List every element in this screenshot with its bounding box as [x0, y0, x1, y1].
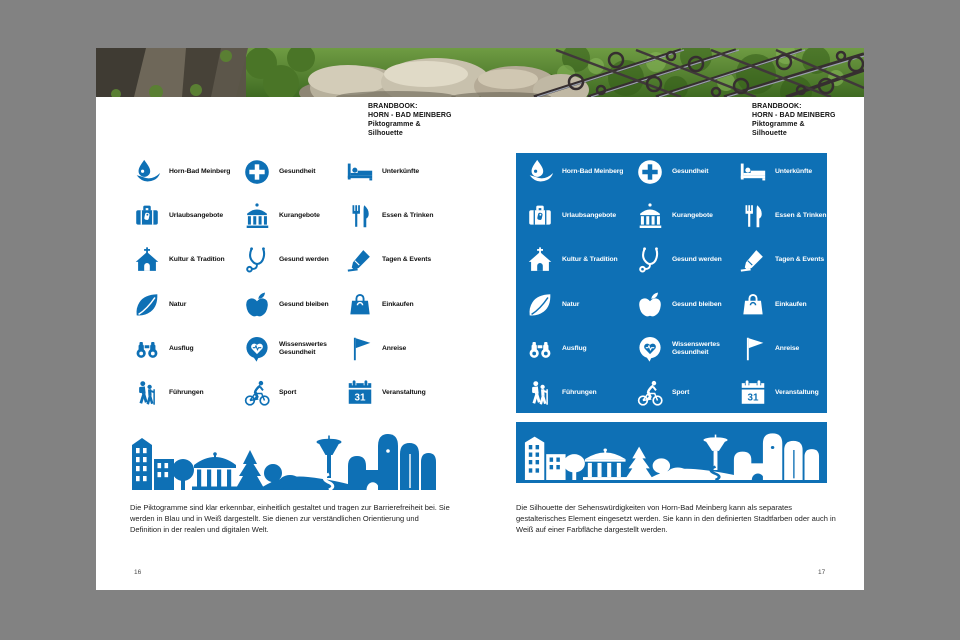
shopping-bag-icon [345, 290, 375, 320]
pictogram-leaf [525, 290, 635, 320]
pictogram-label: Gesund werden [672, 256, 722, 264]
pictogram-grid-blue-on-white [132, 150, 443, 415]
pictogram-shopping-bag [345, 290, 443, 320]
church-icon [525, 245, 555, 275]
pictogram-label: Unterkünfte [382, 168, 420, 176]
bed-icon [738, 157, 768, 187]
leaf-icon [132, 290, 162, 320]
pictogram-label: Sport [672, 389, 690, 397]
pictogram-cyclist [242, 378, 345, 408]
pictogram-hikers [132, 378, 242, 408]
pictogram-label: Einkaufen [382, 300, 414, 308]
pictogram-stethoscope [242, 245, 345, 275]
pictogram-apple [635, 290, 738, 320]
header-line: Silhouette [752, 130, 787, 137]
pictogram-label: Einkaufen [775, 300, 807, 308]
pictogram-label: Horn-Bad Meinberg [169, 168, 231, 176]
health-plus-icon [242, 157, 272, 187]
header-line: HORN - BAD MEINBERG [752, 112, 836, 119]
bed-icon [345, 157, 375, 187]
leaf-icon [525, 290, 555, 320]
pictogram-flag [738, 334, 836, 364]
shopping-bag-icon [738, 290, 768, 320]
pictogram-drop-leaf [525, 157, 635, 187]
town-silhouette-white [523, 425, 820, 480]
pictogram-heart-bubble [635, 334, 738, 364]
header-photo [96, 48, 864, 97]
pictogram-shopping-bag [738, 290, 836, 320]
apple-icon [635, 290, 665, 320]
kurhaus-dome-icon [635, 201, 665, 231]
pictogram-marker-pen [345, 245, 443, 275]
pictogram-label: Wissenswertes Gesundheit [279, 340, 327, 356]
header-line: BRANDBOOK: [752, 103, 802, 110]
caption-left: Die Piktogramme sind klar erkennbar, einheitlich gestaltet und tragen zur Barrierefreiheit bei. Sie werden in Blau und in Weiß dargestellt. Sie dienen zur verständlichen Orientierung und Definition in der realen und digitalen Welt. [130, 503, 450, 534]
pictogram-label: Anreise [775, 344, 800, 352]
pictogram-label: Natur [562, 300, 580, 308]
pictogram-health-plus [635, 157, 738, 187]
pictogram-label: Gesund bleiben [279, 300, 329, 308]
pictogram-label: Gesund bleiben [672, 300, 722, 308]
calendar-icon [345, 378, 375, 408]
church-icon [132, 245, 162, 275]
pictogram-bed [738, 157, 836, 187]
pictogram-suitcase [525, 201, 635, 231]
pictogram-label: Sport [279, 389, 297, 397]
pictogram-grid-white-on-blue [525, 150, 836, 415]
pictogram-label: Horn-Bad Meinberg [562, 168, 624, 176]
pictogram-label: Tagen & Events [775, 256, 825, 264]
cyclist-icon [635, 378, 665, 408]
hikers-icon [525, 378, 555, 408]
pictogram-label: Gesundheit [279, 168, 316, 176]
brandbook-header-right [752, 102, 872, 138]
pictogram-label: Gesundheit [672, 168, 709, 176]
header-line: Piktogramme & [752, 121, 805, 128]
flag-icon [738, 334, 768, 364]
kurhaus-dome-icon [242, 201, 272, 231]
pictogram-bed [345, 157, 443, 187]
pictogram-label: Veranstaltung [775, 389, 819, 397]
pictogram-kurhaus-dome [635, 201, 738, 231]
pictogram-cutlery [345, 201, 443, 231]
flag-icon [345, 334, 375, 364]
pictogram-suitcase [132, 201, 242, 231]
pictogram-label: Kurangebote [279, 212, 320, 220]
pictogram-label: Ausflug [169, 344, 194, 352]
pictogram-label: Kurangebote [672, 212, 713, 220]
drop-leaf-icon [132, 157, 162, 187]
pictogram-church [132, 245, 242, 275]
pictogram-marker-pen [738, 245, 836, 275]
pictogram-flag [345, 334, 443, 364]
pictogram-label: Essen & Trinken [775, 212, 827, 220]
pictogram-label: Urlaubsangebote [169, 212, 224, 220]
heart-bubble-icon [635, 334, 665, 364]
pictogram-drop-leaf [132, 157, 242, 187]
suitcase-icon [132, 201, 162, 231]
pictogram-label: Veranstaltung [382, 389, 426, 397]
page-number-right: 17 [818, 569, 826, 576]
header-line: Piktogramme & [368, 121, 421, 128]
pictogram-calendar [345, 378, 443, 408]
suitcase-icon [525, 201, 555, 231]
pictogram-health-plus [242, 157, 345, 187]
caption-right: Die Silhouette der Sehenswürdigkeiten von Horn-Bad Meinberg kann als separates gestalterisches Element eingesetzt werden. Sie kann in den definierten Stadtfarben oder auch in Weiß auf einer Farbfläche dargestellt werden. [516, 503, 836, 534]
binoculars-icon [132, 334, 162, 364]
header-line: BRANDBOOK: [368, 103, 418, 110]
pictogram-stethoscope [635, 245, 738, 275]
calendar-icon [738, 378, 768, 408]
pictogram-hikers [525, 378, 635, 408]
drop-leaf-icon [525, 157, 555, 187]
pictogram-label: Urlaubsangebote [562, 212, 617, 220]
pictogram-label: Führungen [169, 389, 204, 397]
pictogram-cutlery [738, 201, 836, 231]
pictogram-label: Tagen & Events [382, 256, 432, 264]
marker-pen-icon [738, 245, 768, 275]
pictogram-binoculars [525, 334, 635, 364]
brandbook-spread [96, 48, 864, 590]
brandbook-header-left [368, 102, 488, 138]
pictogram-label: Essen & Trinken [382, 212, 434, 220]
apple-icon [242, 290, 272, 320]
pictogram-heart-bubble [242, 334, 345, 364]
cyclist-icon [242, 378, 272, 408]
header-line: Silhouette [368, 130, 403, 137]
header-line: HORN - BAD MEINBERG [368, 112, 452, 119]
pictogram-label: Wissenswertes Gesundheit [672, 340, 720, 356]
pictogram-label: Gesund werden [279, 256, 329, 264]
pictogram-binoculars [132, 334, 242, 364]
pictogram-label: Natur [169, 300, 187, 308]
pictogram-church [525, 245, 635, 275]
page-number-left: 16 [134, 569, 142, 576]
pictogram-calendar [738, 378, 836, 408]
stethoscope-icon [635, 245, 665, 275]
health-plus-icon [635, 157, 665, 187]
pictogram-label: Führungen [562, 389, 597, 397]
pictogram-label: Anreise [382, 344, 407, 352]
cutlery-icon [738, 201, 768, 231]
pictogram-apple [242, 290, 345, 320]
heart-bubble-icon [242, 334, 272, 364]
binoculars-icon [525, 334, 555, 364]
pictogram-kurhaus-dome [242, 201, 345, 231]
pictogram-label: Unterkünfte [775, 168, 813, 176]
town-silhouette-blue [130, 424, 437, 490]
cutlery-icon [345, 201, 375, 231]
marker-pen-icon [345, 245, 375, 275]
pictogram-cyclist [635, 378, 738, 408]
pictogram-label: Kultur & Tradition [562, 256, 618, 264]
pictogram-leaf [132, 290, 242, 320]
stethoscope-icon [242, 245, 272, 275]
hikers-icon [132, 378, 162, 408]
pictogram-label: Ausflug [562, 344, 587, 352]
pictogram-label: Kultur & Tradition [169, 256, 225, 264]
